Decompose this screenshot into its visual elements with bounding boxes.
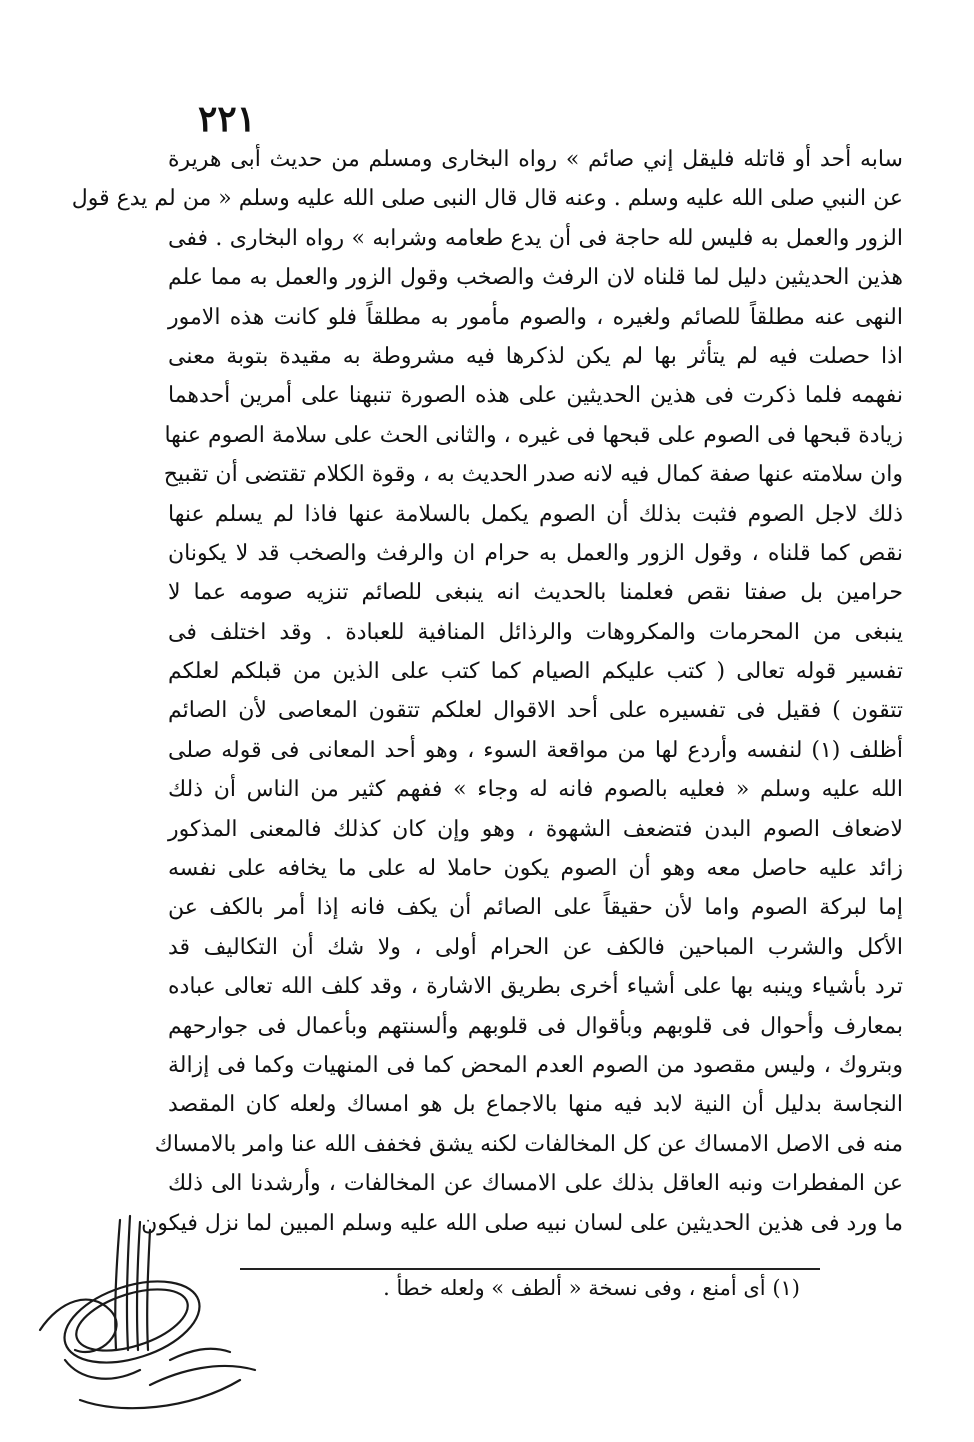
text-line: هذين الحديثين دليل لما قلناه لان الرفث والصخب وقول الزور والعمل به مما علم	[168, 265, 903, 291]
footnote: (١) أى أمنع ، وفى نسخة « ألطف » ولعله خطأ .	[383, 1276, 800, 1300]
text-line: ذلك لاجل الصوم فثبت بذلك أن الصوم يكمل بالسلامة عنها فاذا لم يسلم عنها	[168, 501, 903, 527]
footnote-divider	[240, 1268, 820, 1270]
text-line: بمعارف وأحوال فى قلوبهم وبأقوال فى قلوبهم وألسنتهم وبأعمال فى جوارحهم	[168, 1013, 903, 1039]
text-line: اذا حصلت فيه لم يتأثر بها لم يكن لذكرها فيه مشروطة به مقيدة بتوبة معنى	[168, 343, 903, 369]
body-text	[71, 140, 904, 1243]
text-line: حرامين بل صفتا نقص فعلمنا بالحديث انه ينبغى للصائم تنزيه صومه عما لا	[168, 580, 903, 606]
text-line: تفسير قوله تعالى ( كتب عليكم الصيام كما كتب على الذين من قبلكم لعلكم	[168, 659, 903, 685]
text-line: النجاسة بدليل أن النية لابد فيه منها بالاجماع بل هو امساك ولعله كان المقصد	[168, 1092, 903, 1118]
page-number: ٢٢١	[198, 98, 257, 140]
text-line: عن المفطرات ونبه العاقل بذلك على الامساك عن المخالفات ، وأرشدنا الى ذلك	[168, 1171, 903, 1197]
text-line: الأكل والشرب المباحين فالكف عن الحرام أولى ، ولا شك أن التكاليف قد	[168, 934, 903, 960]
text-line: ما ورد فى هذين الحديثين على لسان نبيه صلى الله عليه وسلم المبين لما نزل فيكون	[141, 1210, 903, 1236]
text-line: زائد عليه حاصل معه وهو أن الصوم يكون حاملا له على ما يخافه على نفسه	[168, 856, 903, 882]
text-line: نفهمه فلما ذكرت فى هذين الحديثين على هذه الصورة تنبهنا على أمرين أحدهما	[168, 383, 903, 409]
text-line: نقص كما قلناه ، وقول الزور والعمل به حرام ان والرفث والصخب قد لا يكونان	[168, 540, 903, 566]
text-line: منه فى الاصل الامساك عن كل المخالفات لكنه يشق فخفف الله عنا وامر بالامساك	[154, 1131, 903, 1157]
text-line: وبتروك ، وليس مقصود من الصوم العدم المحض كما فى المنهيات وكما فى إزالة	[168, 1052, 903, 1078]
text-line: الزور والعمل به فليس لله حاجة فى أن يدع طعامه وشرابه » رواه البخارى . ففى	[168, 225, 903, 251]
text-line: عن النبي صلى الله عليه وسلم . وعنه قال قال النبى صلى الله عليه وسلم « من لم يدع قول	[71, 186, 903, 212]
text-line: سابه أحد أو قاتله فليقل إني صائم » رواه البخارى ومسلم من حديث أبى هريرة	[168, 147, 903, 172]
text-line: ينبغى من المحرمات والمكروهات والرذائل المنافية للعبادة . وقد اختلف فى	[168, 619, 903, 645]
text-line: النهى عنه مطلقاً للصائم ولغيره ، والصوم مأمور به مطلقاً فلو كانت هذه الامور	[168, 304, 904, 330]
owner-seal-stamp	[20, 1210, 270, 1420]
text-line: أظلف (١) لنفسه وأردع لها من مواقعة السوء ، وهو أحد المعانى فى قوله صلى	[168, 737, 903, 763]
text-line: الله عليه وسلم « فعليه بالصوم فانه له وجاء » ففهم كثير من الناس أن ذلك	[168, 777, 903, 803]
text-line: تتقون ) فقيل فى تفسيره على أحد الاقوال لعلكم تتقون المعاصى لأن الصائم	[168, 698, 903, 724]
text-line: زيادة قبحها فى الصوم على قبحها فى غيره ، والثانى الحث على سلامة الصوم عنها	[164, 422, 903, 448]
text-line: ترد بأشياء وينبه بها على أشياء أخرى بطريق الاشارة ، وقد كلف الله تعالى عباده	[168, 974, 903, 1000]
text-line: لاضعاف الصوم البدن فتضعف الشهوة ، وهو وإن كان كذلك فالمعنى المذكور	[168, 816, 903, 842]
text-line: إما لبركة الصوم واما لأن حقيقاً على الصائم أن يكف فانه إذا أمر بالكف عن	[168, 895, 903, 921]
text-line: وان سلامته عنها صفة كمال فيه لانه صدر الحديث به ، وقوة الكلام تقتضى أن تقبيح	[163, 462, 903, 488]
